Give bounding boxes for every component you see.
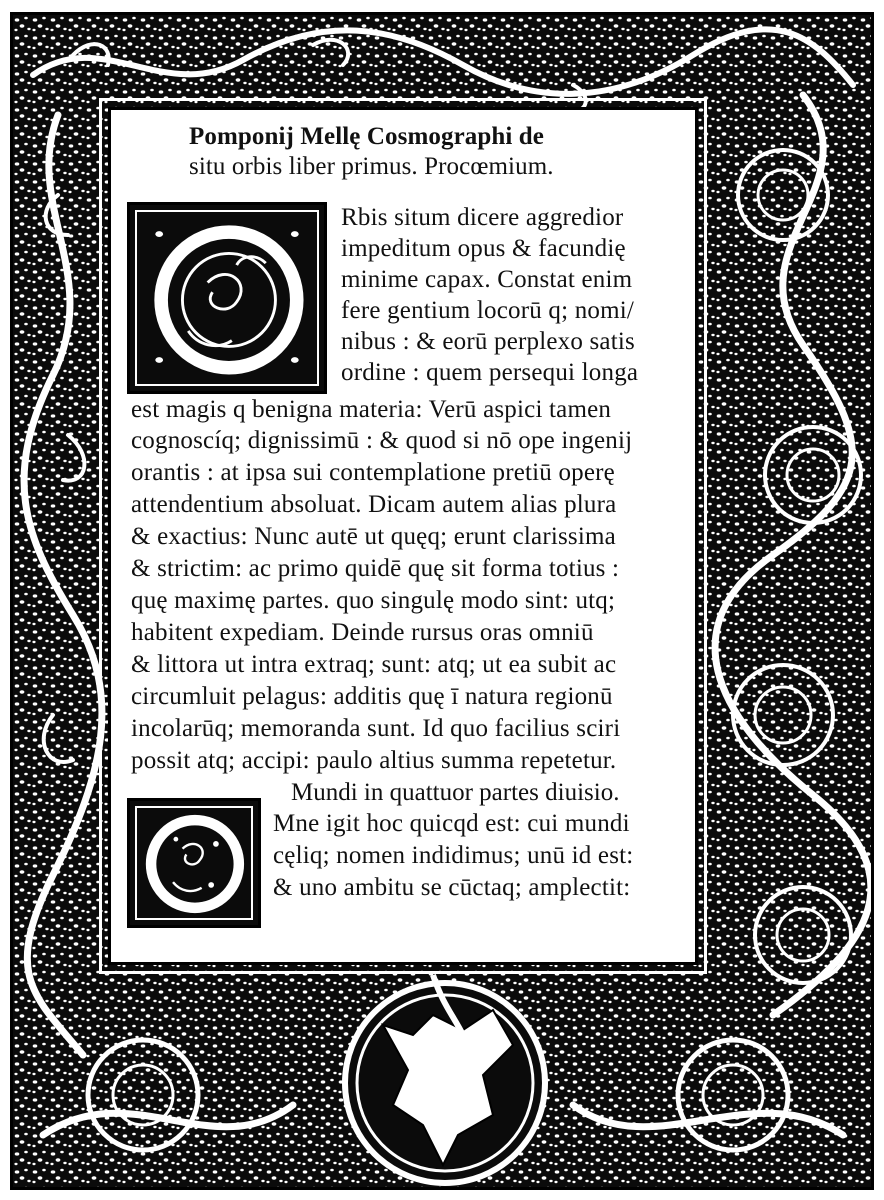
decorated-initial-o	[127, 202, 327, 394]
text-line: orantis : at ipsa sui contemplatione pretiū operę	[131, 459, 615, 486]
text-line: & strictim: ac primo quidē quę sit forma totius :	[131, 555, 620, 582]
text-panel	[108, 107, 698, 965]
text-line: fere gentium locorū q; nomi/	[341, 297, 635, 324]
text-line: cognoscíq; dignissimū : & quod si nō ope ingenij	[131, 427, 633, 454]
text-line: impeditum opus & facundię	[341, 235, 626, 262]
text-line: & littora ut intra extraq; sunt: atq; ut ea subit ac	[131, 651, 617, 678]
text-line: possit atq; accipi: paulo altius summa repetetur.	[131, 747, 617, 774]
text-line: Rbis situm dicere aggredior	[341, 204, 624, 231]
page-frame	[10, 12, 874, 1190]
text-line: & exactius: Nunc autē ut quęq; erunt clarissima	[131, 523, 616, 550]
text-line: & uno ambitu se cūctaq; amplectit:	[273, 874, 631, 901]
text-line: quę maximę partes. quo singulę modo sint: utq;	[131, 587, 616, 614]
text-line: habitent expediam. Deinde rursus oras omniū	[131, 619, 594, 646]
text-line: minime capax. Constat enim	[341, 266, 633, 293]
text-line: cęliq; nomen indidimus; unū id est:	[273, 842, 634, 869]
text-line: circumluit pelagus: additis quę ī natura regionū	[131, 683, 613, 710]
decorated-initial-o-2	[127, 798, 261, 928]
text-line: ordine : quem persequi longa	[341, 359, 639, 386]
text-line: incolarūq; memoranda sunt. Id quo facilius sciri	[131, 715, 621, 742]
text-line: nibus : & eorū perplexo satis	[341, 328, 635, 355]
text-line: attendentium absoluat. Dicam autem alias plura	[131, 491, 617, 518]
page-heading	[189, 122, 669, 182]
heading-line-2: situ orbis liber primus. Procœmium.	[189, 153, 554, 180]
text-line: est magis q benigna materia: Verū aspici tamen	[131, 396, 612, 423]
section-title: Mundi in quattuor partes diuisio.	[291, 779, 620, 806]
text-line: Mne igit hoc quicqd est: cui mundi	[273, 810, 630, 837]
heading-line-1: Pomponij Mellę Cosmographi de	[189, 123, 544, 150]
initial-ornament-icon	[130, 205, 324, 391]
initial-ornament-icon	[130, 801, 258, 925]
